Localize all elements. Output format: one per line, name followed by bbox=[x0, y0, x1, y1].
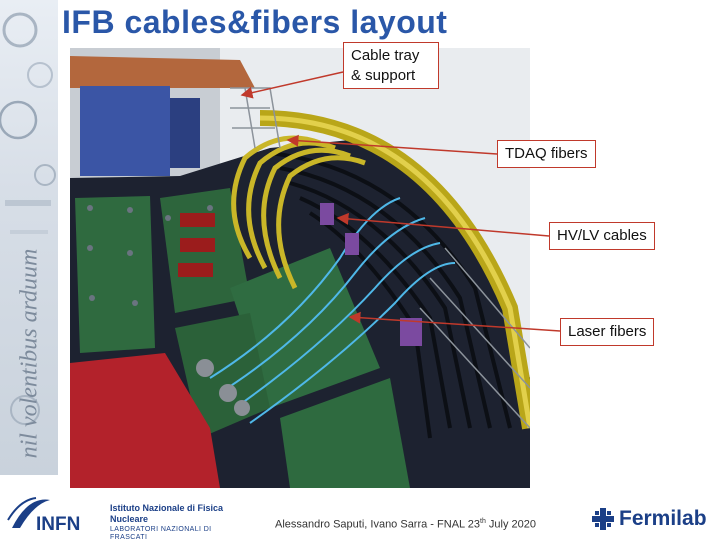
page-title: IFB cables&fibers layout bbox=[62, 4, 447, 41]
footer-credit bbox=[275, 518, 536, 531]
credit-main: Alessandro Saputi, Ivano Sarra - FNAL 23 bbox=[275, 519, 480, 531]
infn-name: Istituto Nazionale di Fisica Nucleare bbox=[110, 503, 250, 526]
infn-logo-text: INFN bbox=[36, 514, 80, 535]
fermilab-icon bbox=[592, 508, 614, 530]
fermilab-text: Fermilab bbox=[619, 507, 707, 531]
infn-institute bbox=[110, 503, 250, 543]
callout-cable-tray-line2: & support bbox=[351, 66, 431, 86]
side-motto: nil volentibus arduum bbox=[17, 154, 44, 476]
callout-cable-tray-line1: Cable tray bbox=[351, 46, 431, 66]
callout-laser: Laser fibers bbox=[560, 318, 654, 346]
infn-lab: LABORATORI NAZIONALI DI FRASCATI bbox=[110, 526, 250, 543]
side-decoration bbox=[0, 0, 58, 475]
credit-sup: th bbox=[480, 518, 486, 525]
credit-end: July 2020 bbox=[486, 519, 536, 531]
callout-cable-tray bbox=[343, 42, 439, 89]
fermilab-logo bbox=[592, 507, 707, 531]
callout-tdaq: TDAQ fibers bbox=[497, 140, 596, 168]
infn-logo bbox=[6, 494, 98, 538]
detector-render bbox=[70, 48, 530, 488]
callout-hvlv: HV/LV cables bbox=[549, 222, 655, 250]
